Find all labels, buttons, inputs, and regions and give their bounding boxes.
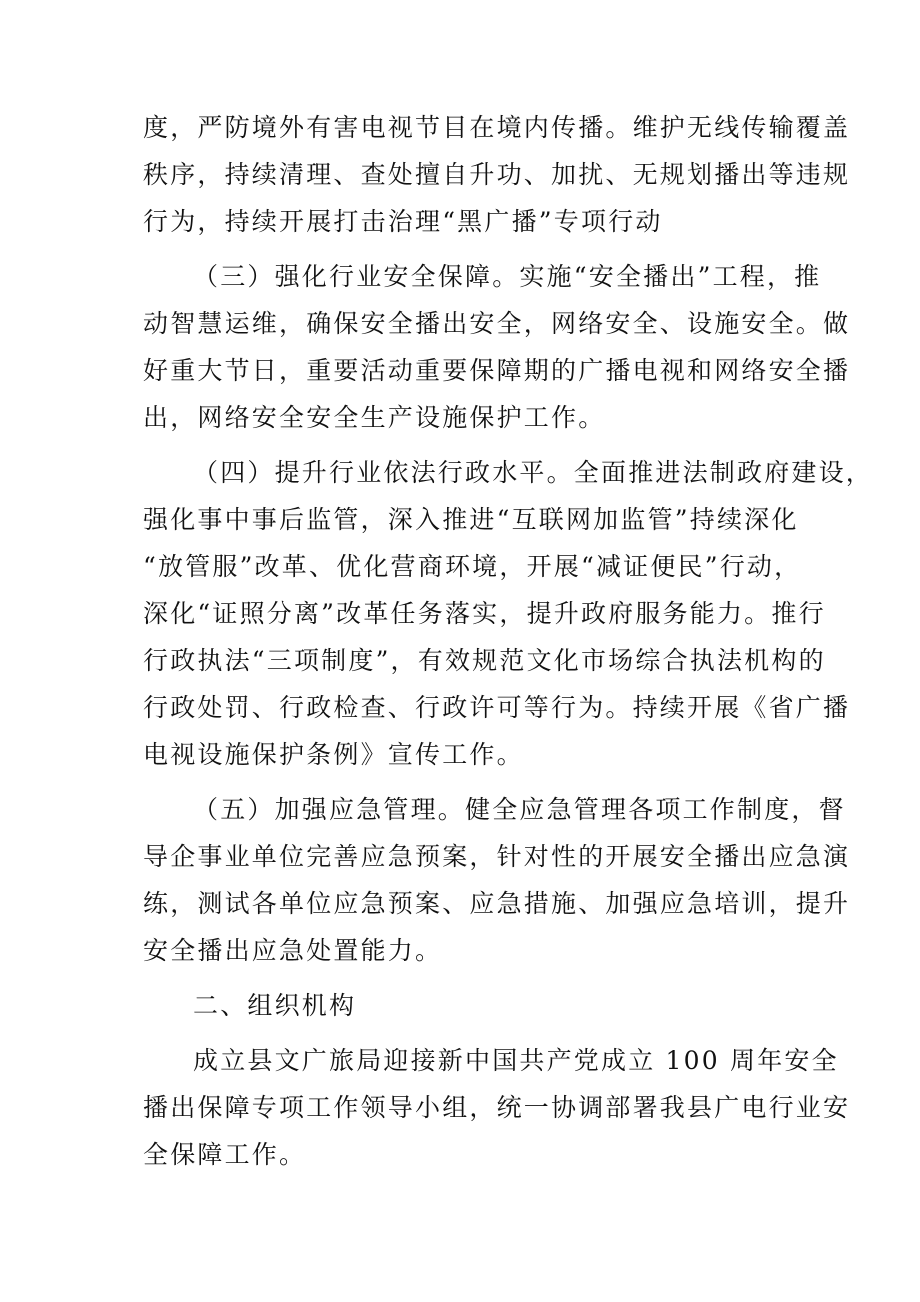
paragraph-gap <box>143 974 783 982</box>
text-line: 行为，持续开展打击治理“黑广播”专项行动 <box>143 207 663 236</box>
paragraph-gap <box>143 1029 783 1037</box>
text-line: 好重大节日，重要活动重要保障期的广播电视和网络安全播 <box>143 356 851 385</box>
text-line: 电视设施保护条例》宣传工作。 <box>143 740 524 769</box>
chapter-heading: 二、组织机构 <box>193 991 357 1020</box>
text-line: 出，网络安全安全生产设施保护工作。 <box>143 403 606 432</box>
text-line: 练，测试各单位应急预案、应急措施、加强应急培训，提升 <box>143 889 851 918</box>
text-line: 安全播出应急处置能力。 <box>143 936 443 965</box>
text-line: 行政执法“三项制度”，有效规范文化市场综合执法机构的 <box>143 646 826 675</box>
text-line: 导企事业单位完善应急预案，针对性的开展安全播出应急演 <box>143 842 851 871</box>
section-heading-line: （五）加强应急管理。健全应急管理各项工作制度，督 <box>193 795 846 824</box>
paragraph-gap <box>143 778 783 786</box>
text-line: 播出保障专项工作领导小组，统一协调部署我县广电行业安 <box>143 1093 851 1122</box>
paragraph-gap <box>143 441 783 449</box>
section-heading-line: （四）提升行业依法行政水平。全面推进法制政府建设， <box>193 458 874 487</box>
text-line: “放管服”改革、优化营商环境，开展“减证便民”行动， <box>143 552 802 581</box>
text-line: 强化事中事后监管，深入推进“互联网加监管”持续深化 <box>143 505 799 534</box>
text-line: 度，严防境外有害电视节目在境内传播。维护无线传输覆盖 <box>143 113 851 142</box>
text-line: 秩序，持续清理、查处擅自升功、加扰、无规划播出等违规 <box>143 160 851 189</box>
text-line: 深化“证照分离”改革任务落实，提升政府服务能力。推行 <box>143 599 826 628</box>
text-line: 成立县文广旅局迎接新中国共产党成立 100 周年安全 <box>193 1046 839 1075</box>
text-line: 行政处罚、行政检查、行政许可等行为。持续开展《省广播 <box>143 693 851 722</box>
paragraph-gap <box>143 245 783 253</box>
section-heading-line: （三）强化行业安全保障。实施“安全播出”工程，推 <box>193 262 822 291</box>
document-body <box>143 104 874 1178</box>
text-line: 动智慧运维，确保安全播出安全，网络安全、设施安全。做 <box>143 309 851 338</box>
text-line: 全保障工作。 <box>143 1140 307 1169</box>
